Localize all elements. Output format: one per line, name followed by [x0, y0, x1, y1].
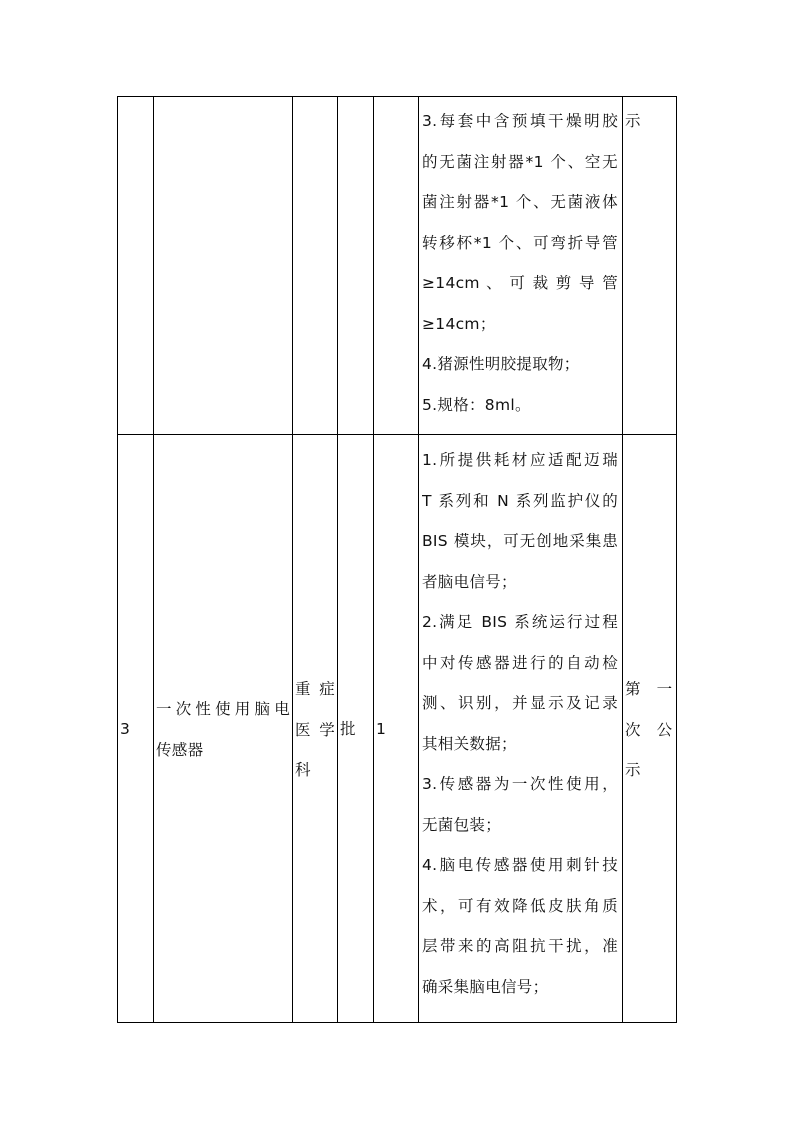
spec-line: ≥14cm； [422, 314, 496, 333]
spec-line: 术，可有效降低皮肤角质 [422, 896, 618, 915]
row-index-cell [120, 709, 152, 750]
department-cell [295, 669, 335, 791]
column-border [676, 96, 677, 1023]
spec-line: 5.规格：8ml。 [422, 395, 531, 414]
spec-cell [422, 440, 618, 1007]
column-border [337, 96, 338, 1023]
column-border [418, 96, 419, 1023]
department-line: 重 症 [295, 680, 335, 698]
spec-line: 测、识别，并显示及记录 [422, 694, 618, 712]
department-line: 医 学 [295, 720, 335, 739]
spec-line: 层带来的高阻抗干扰，准 [422, 937, 618, 955]
spec-line: 确采集脑电信号； [422, 977, 549, 996]
spec-line: 3.传感器为一次性使用， [422, 775, 618, 793]
spec-line: 1.所提供耗材应适配迈瑞 [422, 451, 618, 469]
spec-line: 菌注射器*1 个、无菌液体 [422, 193, 618, 211]
product-name-cell [156, 689, 290, 770]
note-line: 第 一 [625, 680, 673, 698]
column-border [622, 96, 623, 1023]
note-text: 示 [625, 112, 641, 130]
spec-line: 者脑电信号； [422, 572, 517, 591]
note-cell [625, 669, 673, 791]
column-border [292, 96, 293, 1023]
column-border [153, 96, 154, 1023]
row-divider [117, 434, 677, 435]
spec-cell-continued [422, 101, 618, 425]
spec-line: ≥14cm 、 可 裁 剪 导 管 [422, 274, 618, 292]
table-bottom-border [117, 1022, 677, 1023]
spec-line: 4.猪源性明胶提取物； [422, 355, 580, 373]
quantity-text: 1 [376, 720, 387, 738]
column-border [373, 96, 374, 1023]
product-name-line: 一次性使用脑电 [156, 700, 290, 718]
spec-line: 其相关数据； [422, 734, 517, 753]
note-line: 次 公 [625, 720, 673, 739]
table-top-border [117, 96, 677, 97]
spec-line: 转移杯*1 个、可弯折导管 [422, 233, 618, 252]
spec-line: 的无菌注射器*1 个、空无 [422, 152, 618, 171]
spec-line: BIS 模块，可无创地采集患 [422, 532, 618, 550]
note-cell-continued [625, 101, 673, 142]
unit-cell [340, 709, 372, 750]
unit-text: 批 [340, 720, 356, 738]
spec-line: T 系列和 N 系列监护仪的 [422, 491, 618, 510]
note-line: 示 [625, 761, 641, 779]
spec-line: 2.满足 BIS 系统运行过程 [422, 613, 618, 631]
product-name-line: 传感器 [156, 740, 204, 759]
department-line: 科 [295, 761, 311, 779]
row-index: 3 [120, 720, 131, 738]
spec-line: 无菌包装； [422, 815, 502, 834]
quantity-cell [376, 709, 416, 750]
spec-line: 中对传感器进行的自动检 [422, 653, 618, 672]
column-border [117, 96, 118, 1023]
spec-line: 3.每套中含预填干燥明胶 [422, 112, 618, 130]
spec-line: 4.脑电传感器使用刺针技 [422, 856, 618, 874]
